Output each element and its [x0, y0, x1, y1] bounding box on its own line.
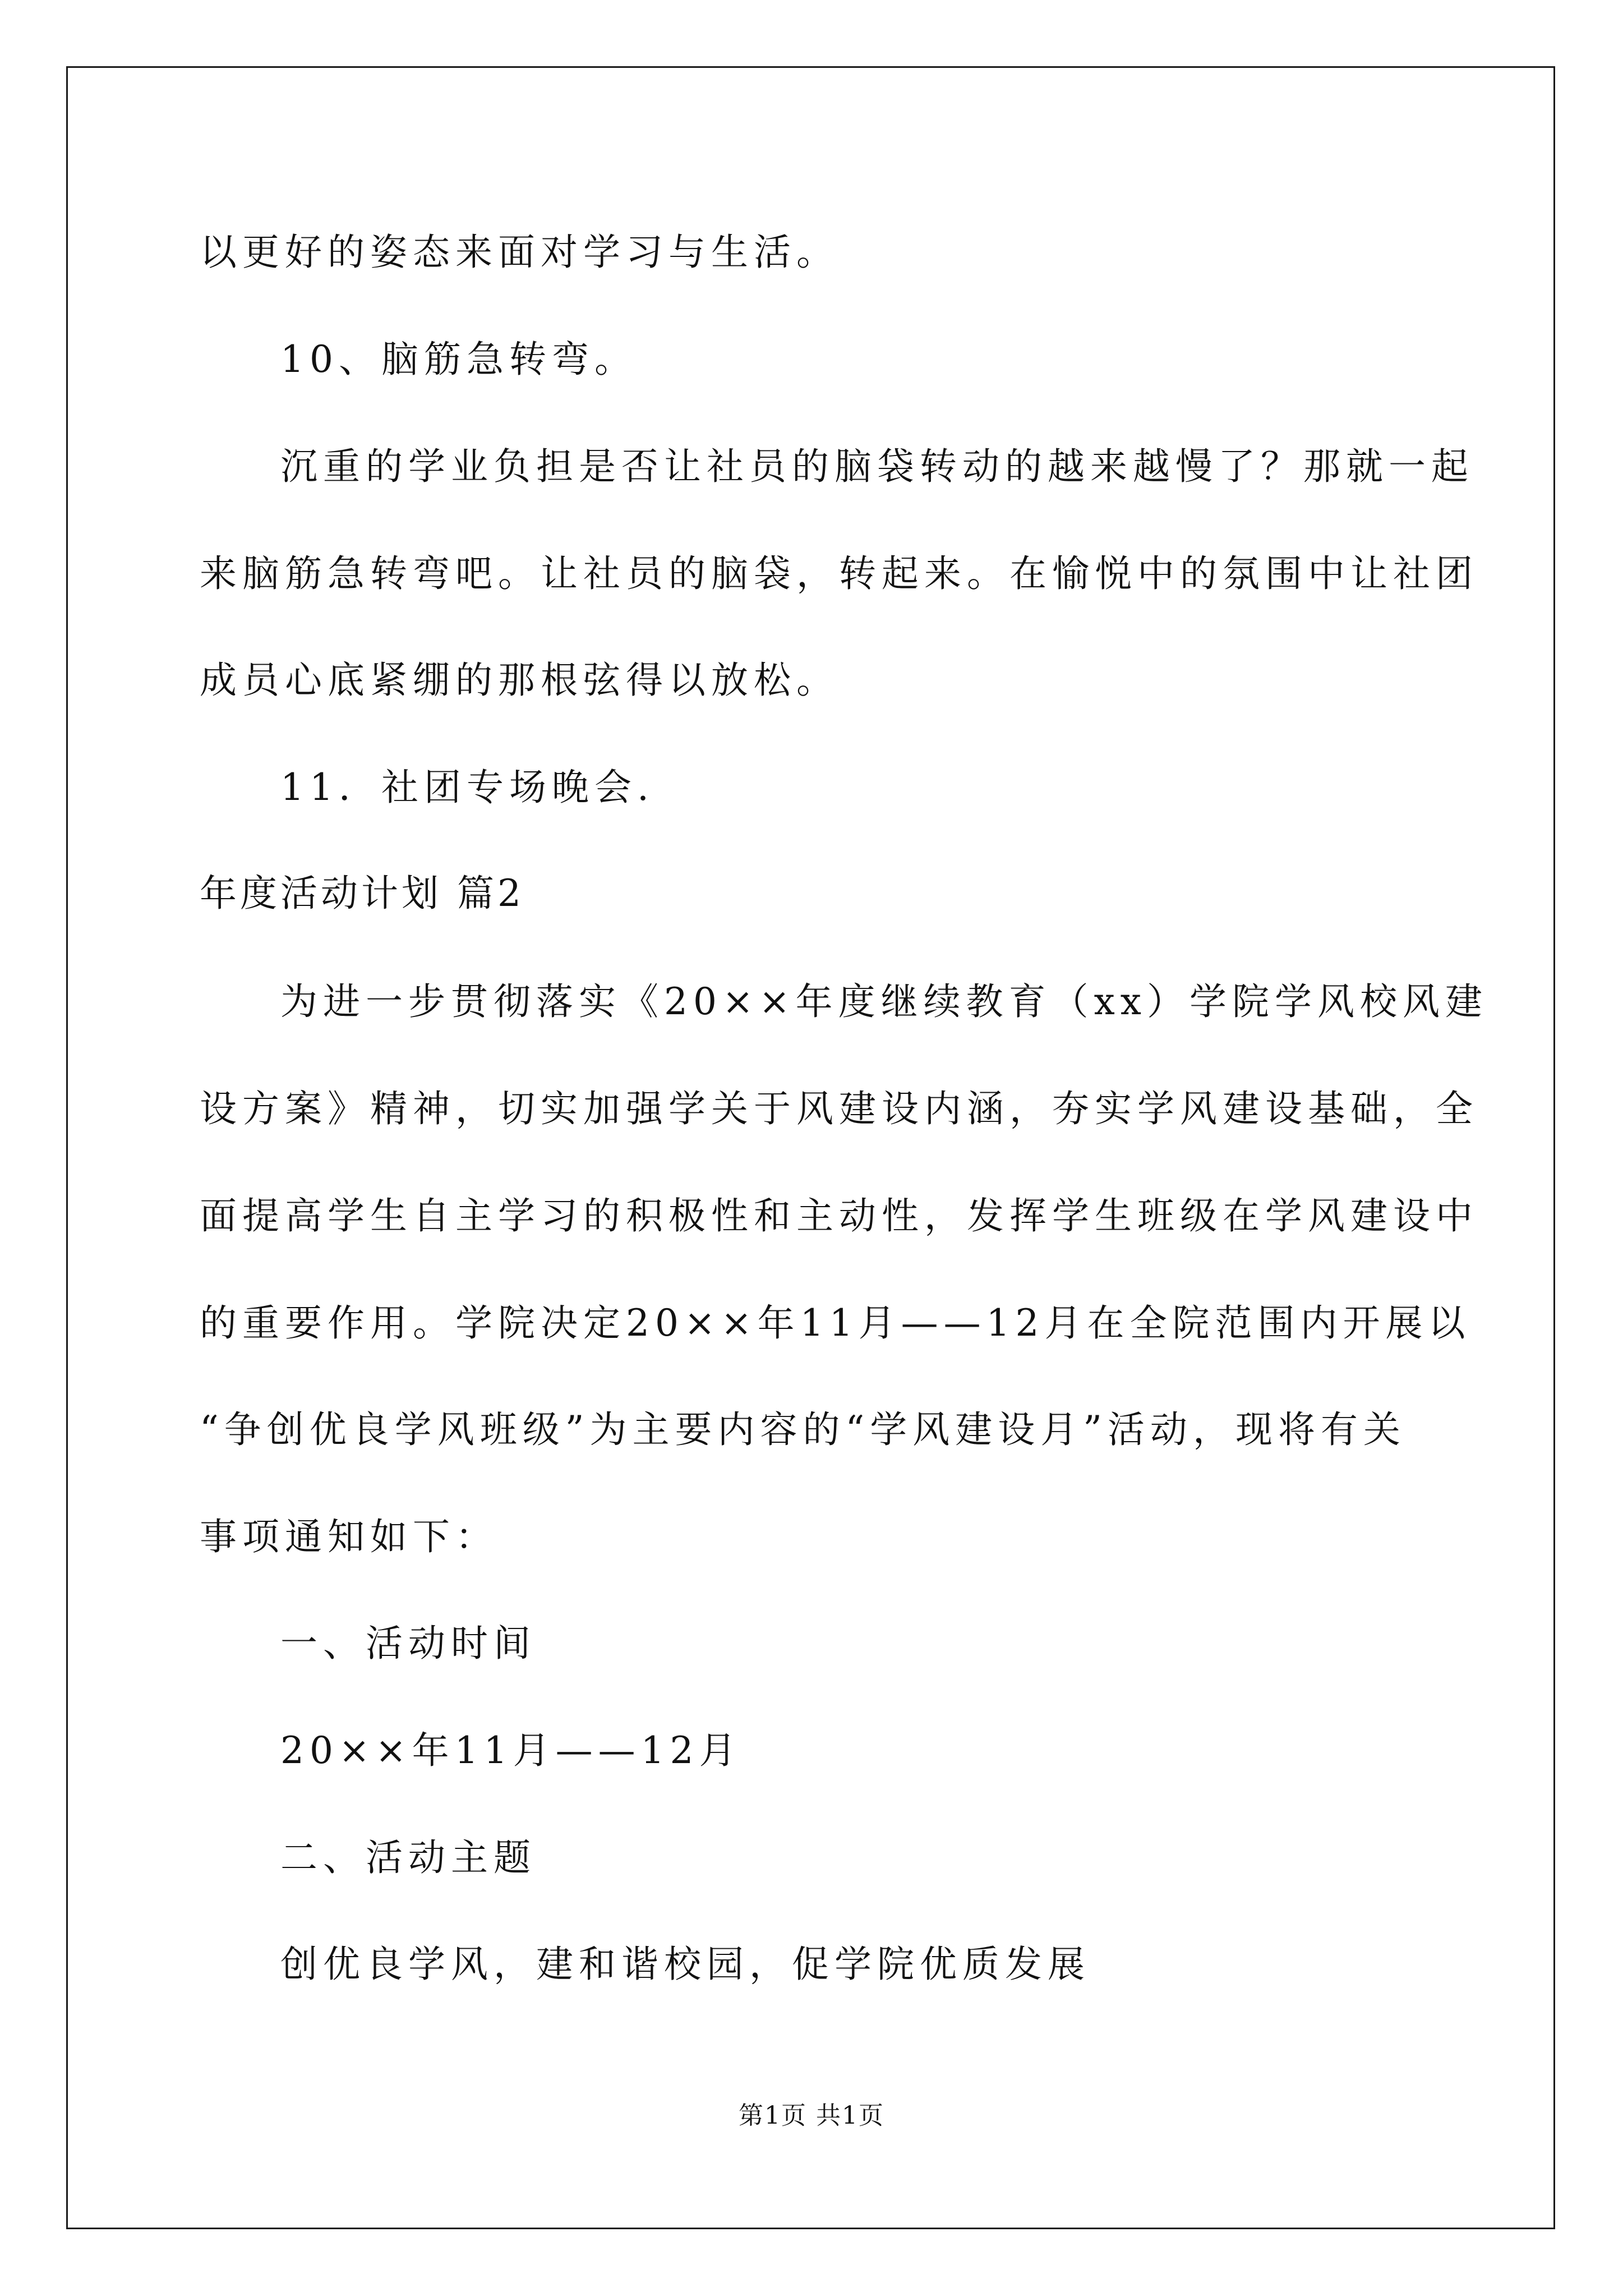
page-border [66, 66, 1555, 2229]
paragraph-line: 面提高学生自主学习的积极性和主动性，发挥学生班级在学风建设中 [200, 1194, 1478, 1237]
subsection-heading: 二、活动主题 [280, 1836, 536, 1879]
paragraph-line: 20××年11月——12月 [280, 1729, 742, 1772]
paragraph-line: 设方案》精神，切实加强学关于风建设内涵，夯实学风建设基础，全 [200, 1087, 1478, 1130]
paragraph-line: 事项通知如下： [200, 1515, 498, 1558]
paragraph-line: 的重要作用。学院决定20××年11月——12月在全院范围内开展以 [200, 1301, 1471, 1345]
paragraph-line: 以更好的姿态来面对学习与生活。 [200, 231, 839, 274]
paragraph-line: 沉重的学业负担是否让社员的脑袋转动的越来越慢了？那就一起 [280, 445, 1474, 488]
list-item-heading: 10、脑筋急转弯。 [280, 338, 637, 381]
section-title: 年度活动计划 篇2 [200, 872, 524, 915]
paragraph-line: 创优良学风，建和谐校园，促学院优质发展 [280, 1943, 1090, 1986]
subsection-heading: 一、活动时间 [280, 1622, 536, 1665]
paragraph-line: 来脑筋急转弯吧。让社员的脑袋，转起来。在愉悦中的氛围中让社团 [200, 552, 1478, 595]
paragraph-line: 为进一步贯彻落实《20××年度继续教育（xx）学院学风校风建 [280, 980, 1488, 1023]
paragraph-line: 成员心底紧绷的那根弦得以放松。 [200, 659, 839, 702]
list-item-heading: 11．社团专场晚会. [280, 766, 654, 809]
paragraph-line: “争创优良学风班级”为主要内容的“学风建设月”活动，现将有关 [200, 1408, 1406, 1451]
page-footer: 第1页 共1页 [739, 2101, 884, 2130]
